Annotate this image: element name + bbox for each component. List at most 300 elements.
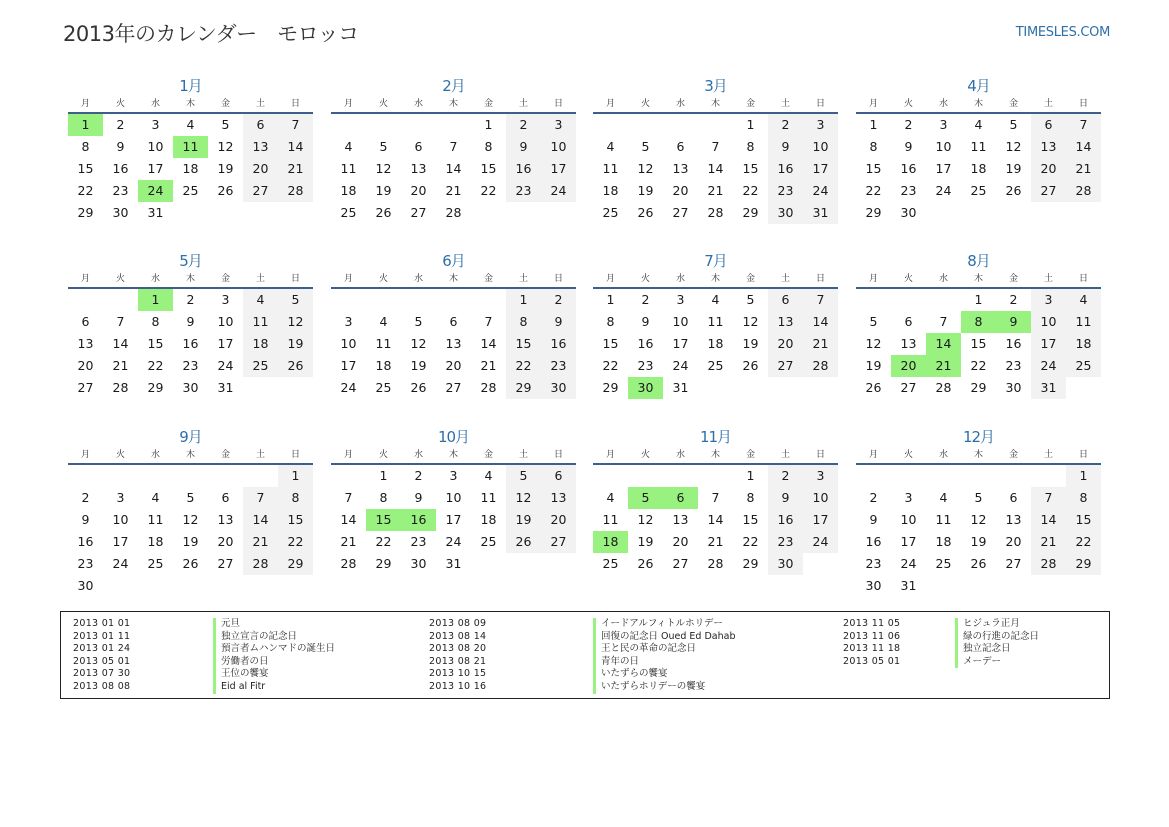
weekday-header bbox=[331, 272, 576, 289]
weekday-header bbox=[68, 272, 313, 289]
day-cell: 26 bbox=[637, 556, 654, 571]
day-cell: 30 bbox=[541, 377, 576, 399]
day-grid bbox=[593, 289, 838, 399]
day-cell: 29 bbox=[970, 380, 987, 395]
day-cell: 7 bbox=[116, 314, 125, 329]
day-cell: 22 bbox=[1066, 531, 1101, 553]
day-cell: 8 bbox=[746, 139, 755, 154]
holiday-date: 2013 08 08 bbox=[73, 681, 131, 692]
weekday-label: 木 bbox=[185, 450, 195, 460]
day-grid bbox=[856, 289, 1101, 399]
day-cell: 14 bbox=[1031, 509, 1066, 531]
day-cell: 31 bbox=[1031, 377, 1066, 399]
day-cell: 26 bbox=[1005, 183, 1022, 198]
day-cell: 27 bbox=[768, 355, 803, 377]
day-cell: 10 bbox=[803, 136, 838, 158]
day-cell: 1 bbox=[746, 468, 755, 483]
empty-cell bbox=[1031, 465, 1066, 487]
month-name: 2月 bbox=[442, 77, 465, 95]
day-cell: 3 bbox=[676, 292, 685, 307]
day-cell: 4 bbox=[939, 490, 948, 505]
weekday-label: 日 bbox=[290, 450, 300, 460]
weekday-header bbox=[68, 97, 313, 114]
holiday-date: 2013 01 24 bbox=[73, 643, 131, 655]
day-cell: 17 bbox=[672, 336, 689, 351]
day-cell: 2 bbox=[768, 465, 803, 487]
day-cell: 10 bbox=[541, 136, 576, 158]
day-cell: 1 bbox=[278, 465, 313, 487]
day-cell: 15 bbox=[742, 512, 759, 527]
day-cell: 5 bbox=[506, 465, 541, 487]
day-cell: 7 bbox=[711, 490, 720, 505]
day-cell: 13 bbox=[410, 161, 427, 176]
day-grid bbox=[68, 114, 313, 224]
holiday-day-cell: 9 bbox=[996, 311, 1031, 333]
day-cell: 15 bbox=[970, 336, 987, 351]
day-cell: 31 bbox=[900, 578, 917, 593]
day-cell: 17 bbox=[340, 358, 357, 373]
weekday-label: 日 bbox=[815, 99, 825, 109]
day-cell: 2 bbox=[904, 117, 913, 132]
day-cell: 3 bbox=[1031, 289, 1066, 311]
day-cell: 25 bbox=[340, 205, 357, 220]
weekday-label: 月 bbox=[343, 99, 353, 109]
day-cell: 17 bbox=[803, 509, 838, 531]
day-cell: 26 bbox=[865, 380, 882, 395]
weekday-label: 火 bbox=[115, 450, 125, 460]
weekday-label: 月 bbox=[868, 274, 878, 284]
day-cell: 2 bbox=[1009, 292, 1018, 307]
empty-cell bbox=[628, 114, 663, 136]
day-cell: 28 bbox=[803, 355, 838, 377]
day-cell: 1 bbox=[746, 117, 755, 132]
day-cell: 7 bbox=[484, 314, 493, 329]
day-cell: 11 bbox=[340, 161, 357, 176]
day-cell: 11 bbox=[602, 512, 619, 527]
day-cell: 12 bbox=[637, 161, 654, 176]
day-cell: 25 bbox=[147, 556, 164, 571]
holiday-name: いたずらホリデーの饗宴 bbox=[593, 681, 705, 694]
weekday-label: 水 bbox=[150, 99, 160, 109]
day-cell: 13 bbox=[541, 487, 576, 509]
day-grid bbox=[331, 114, 576, 224]
empty-cell bbox=[138, 465, 173, 487]
weekday-header bbox=[856, 272, 1101, 289]
day-cell: 22 bbox=[865, 183, 882, 198]
day-cell: 9 bbox=[186, 314, 195, 329]
holiday-date: 2013 01 11 bbox=[73, 630, 131, 642]
day-cell: 23 bbox=[182, 358, 199, 373]
day-cell: 7 bbox=[803, 289, 838, 311]
holiday-day-cell: 1 bbox=[68, 114, 103, 136]
day-cell: 3 bbox=[116, 490, 125, 505]
day-cell: 4 bbox=[379, 314, 388, 329]
holiday-date: 2013 08 14 bbox=[429, 630, 487, 642]
day-cell: 5 bbox=[379, 139, 388, 154]
holiday-day-cell: 11 bbox=[173, 136, 208, 158]
weekday-label: 金 bbox=[483, 99, 493, 109]
day-cell: 9 bbox=[81, 512, 90, 527]
day-cell: 14 bbox=[445, 161, 462, 176]
empty-cell bbox=[961, 465, 996, 487]
day-cell: 20 bbox=[1031, 158, 1066, 180]
weekday-label: 日 bbox=[1078, 99, 1088, 109]
empty-cell bbox=[331, 465, 366, 487]
day-cell: 15 bbox=[506, 333, 541, 355]
day-cell: 6 bbox=[904, 314, 913, 329]
day-cell: 19 bbox=[217, 161, 234, 176]
holiday-name: メーデー bbox=[955, 656, 1001, 669]
day-cell: 5 bbox=[221, 117, 230, 132]
day-cell: 10 bbox=[935, 139, 952, 154]
day-cell: 22 bbox=[480, 183, 497, 198]
day-cell: 10 bbox=[340, 336, 357, 351]
weekday-label: 月 bbox=[80, 99, 90, 109]
day-cell: 23 bbox=[637, 358, 654, 373]
weekday-label: 火 bbox=[115, 99, 125, 109]
day-cell: 17 bbox=[112, 534, 129, 549]
day-cell: 28 bbox=[480, 380, 497, 395]
weekday-label: 土 bbox=[255, 99, 265, 109]
day-cell: 24 bbox=[803, 180, 838, 202]
day-cell: 24 bbox=[340, 380, 357, 395]
day-cell: 19 bbox=[637, 534, 654, 549]
weekday-label: 金 bbox=[220, 450, 230, 460]
day-grid bbox=[856, 114, 1101, 224]
day-cell: 10 bbox=[803, 487, 838, 509]
day-cell: 29 bbox=[742, 205, 759, 220]
day-cell: 15 bbox=[147, 336, 164, 351]
weekday-label: 木 bbox=[710, 450, 720, 460]
holiday-date: 2013 08 20 bbox=[429, 643, 487, 655]
empty-cell bbox=[331, 289, 366, 311]
day-cell: 15 bbox=[742, 161, 759, 176]
weekday-label: 水 bbox=[938, 99, 948, 109]
weekday-label: 金 bbox=[483, 274, 493, 284]
holiday-legend bbox=[60, 611, 1110, 699]
weekday-label: 水 bbox=[413, 450, 423, 460]
day-cell: 8 bbox=[606, 314, 615, 329]
day-cell: 29 bbox=[77, 205, 94, 220]
day-cell: 18 bbox=[602, 183, 619, 198]
holiday-name: 労働者の日 bbox=[213, 656, 269, 669]
day-cell: 16 bbox=[541, 333, 576, 355]
weekday-label: 水 bbox=[413, 274, 423, 284]
day-cell: 1 bbox=[379, 468, 388, 483]
day-cell: 9 bbox=[506, 136, 541, 158]
day-cell: 5 bbox=[186, 490, 195, 505]
page-title: 2013年のカレンダー モロッコ bbox=[63, 22, 359, 46]
day-cell: 26 bbox=[970, 556, 987, 571]
holiday-date: 2013 05 01 bbox=[843, 655, 901, 667]
day-cell: 30 bbox=[865, 578, 882, 593]
day-cell: 23 bbox=[1005, 358, 1022, 373]
day-cell: 5 bbox=[1009, 117, 1018, 132]
weekday-label: 木 bbox=[448, 450, 458, 460]
day-cell: 19 bbox=[1005, 161, 1022, 176]
day-cell: 5 bbox=[746, 292, 755, 307]
day-cell: 27 bbox=[217, 556, 234, 571]
day-cell: 18 bbox=[243, 333, 278, 355]
day-cell: 16 bbox=[1005, 336, 1022, 351]
day-cell: 14 bbox=[278, 136, 313, 158]
day-cell: 16 bbox=[112, 161, 129, 176]
month-name: 10月 bbox=[437, 428, 470, 446]
empty-cell bbox=[663, 114, 698, 136]
day-cell: 10 bbox=[445, 490, 462, 505]
weekday-label: 金 bbox=[220, 274, 230, 284]
holiday-name: 元旦 bbox=[213, 618, 240, 631]
empty-cell bbox=[926, 289, 961, 311]
day-cell: 26 bbox=[742, 358, 759, 373]
holiday-name: 王と民の革命の記念日 bbox=[593, 643, 696, 656]
month-name: 5月 bbox=[179, 252, 202, 270]
day-grid bbox=[593, 114, 838, 224]
weekday-label: 月 bbox=[343, 450, 353, 460]
day-cell: 8 bbox=[379, 490, 388, 505]
weekday-label: 土 bbox=[780, 274, 790, 284]
day-cell: 23 bbox=[865, 556, 882, 571]
day-cell: 29 bbox=[278, 553, 313, 575]
weekday-label: 木 bbox=[185, 99, 195, 109]
day-cell: 5 bbox=[414, 314, 423, 329]
day-cell: 24 bbox=[900, 556, 917, 571]
weekday-label: 水 bbox=[675, 450, 685, 460]
day-cell: 24 bbox=[112, 556, 129, 571]
brand-logo[interactable]: TIMESLES.COM bbox=[1015, 25, 1110, 40]
day-cell: 8 bbox=[151, 314, 160, 329]
day-cell: 13 bbox=[243, 136, 278, 158]
weekday-label: 水 bbox=[675, 99, 685, 109]
weekday-label: 月 bbox=[605, 450, 615, 460]
day-cell: 31 bbox=[803, 202, 838, 224]
empty-cell bbox=[68, 289, 103, 311]
holiday-date: 2013 11 05 bbox=[843, 618, 901, 629]
weekday-label: 土 bbox=[255, 450, 265, 460]
day-cell: 7 bbox=[1031, 487, 1066, 509]
day-cell: 13 bbox=[445, 336, 462, 351]
day-cell: 2 bbox=[186, 292, 195, 307]
day-cell: 3 bbox=[541, 114, 576, 136]
day-cell: 25 bbox=[243, 355, 278, 377]
day-cell: 7 bbox=[344, 490, 353, 505]
day-cell: 7 bbox=[1066, 114, 1101, 136]
month-7 bbox=[593, 250, 838, 399]
empty-cell bbox=[593, 465, 628, 487]
day-cell: 3 bbox=[344, 314, 353, 329]
day-cell: 18 bbox=[480, 512, 497, 527]
day-cell: 31 bbox=[672, 380, 689, 395]
day-grid bbox=[331, 289, 576, 399]
day-cell: 25 bbox=[480, 534, 497, 549]
day-cell: 20 bbox=[672, 183, 689, 198]
weekday-label: 水 bbox=[413, 99, 423, 109]
day-cell: 27 bbox=[672, 205, 689, 220]
day-cell: 29 bbox=[865, 205, 882, 220]
day-cell: 17 bbox=[900, 534, 917, 549]
empty-cell bbox=[331, 114, 366, 136]
weekday-label: 水 bbox=[938, 274, 948, 284]
day-cell: 16 bbox=[768, 509, 803, 531]
holiday-day-cell: 6 bbox=[663, 487, 698, 509]
day-cell: 16 bbox=[77, 534, 94, 549]
empty-cell bbox=[103, 465, 138, 487]
holiday-date: 2013 08 21 bbox=[429, 655, 487, 667]
day-cell: 3 bbox=[221, 292, 230, 307]
empty-cell bbox=[698, 114, 733, 136]
day-cell: 9 bbox=[541, 311, 576, 333]
holiday-date: 2013 07 30 bbox=[73, 668, 131, 680]
day-cell: 30 bbox=[768, 202, 803, 224]
weekday-label: 土 bbox=[1043, 274, 1053, 284]
day-cell: 7 bbox=[449, 139, 458, 154]
day-cell: 18 bbox=[1066, 333, 1101, 355]
day-cell: 8 bbox=[1066, 487, 1101, 509]
holiday-day-cell: 18 bbox=[593, 531, 628, 553]
holiday-day-cell: 1 bbox=[138, 289, 173, 311]
month-name: 1月 bbox=[179, 77, 202, 95]
day-cell: 11 bbox=[935, 512, 952, 527]
day-cell: 15 bbox=[77, 161, 94, 176]
holiday-date: 2013 01 01 bbox=[73, 618, 131, 629]
day-cell: 28 bbox=[340, 556, 357, 571]
month-1 bbox=[68, 75, 313, 224]
holiday-name: 預言者ムハンマドの誕生日 bbox=[213, 643, 335, 656]
day-cell: 7 bbox=[243, 487, 278, 509]
empty-cell bbox=[68, 465, 103, 487]
day-cell: 14 bbox=[707, 512, 724, 527]
holiday-date: 2013 10 16 bbox=[429, 681, 487, 692]
day-cell: 8 bbox=[278, 487, 313, 509]
weekday-label: 日 bbox=[815, 274, 825, 284]
day-cell: 14 bbox=[243, 509, 278, 531]
day-cell: 7 bbox=[939, 314, 948, 329]
day-cell: 25 bbox=[182, 183, 199, 198]
day-cell: 2 bbox=[414, 468, 423, 483]
day-cell: 26 bbox=[375, 205, 392, 220]
weekday-label: 火 bbox=[640, 99, 650, 109]
day-cell: 2 bbox=[116, 117, 125, 132]
day-cell: 10 bbox=[147, 139, 164, 154]
day-cell: 26 bbox=[637, 205, 654, 220]
day-cell: 21 bbox=[340, 534, 357, 549]
day-cell: 28 bbox=[707, 556, 724, 571]
day-cell: 23 bbox=[410, 534, 427, 549]
day-cell: 12 bbox=[182, 512, 199, 527]
day-cell: 12 bbox=[410, 336, 427, 351]
day-cell: 29 bbox=[1066, 553, 1101, 575]
weekday-label: 日 bbox=[1078, 274, 1088, 284]
day-cell: 28 bbox=[243, 553, 278, 575]
weekday-label: 日 bbox=[290, 274, 300, 284]
holiday-name: 緑の行進の記念日 bbox=[955, 631, 1039, 644]
day-cell: 9 bbox=[116, 139, 125, 154]
day-cell: 9 bbox=[414, 490, 423, 505]
day-cell: 14 bbox=[1066, 136, 1101, 158]
day-cell: 11 bbox=[375, 336, 392, 351]
day-cell: 9 bbox=[641, 314, 650, 329]
day-cell: 21 bbox=[243, 531, 278, 553]
day-cell: 25 bbox=[1066, 355, 1101, 377]
day-cell: 1 bbox=[974, 292, 983, 307]
day-cell: 24 bbox=[217, 358, 234, 373]
weekday-label: 日 bbox=[1078, 450, 1088, 460]
day-grid bbox=[68, 465, 313, 597]
day-cell: 19 bbox=[637, 183, 654, 198]
empty-cell bbox=[996, 465, 1031, 487]
day-cell: 17 bbox=[541, 158, 576, 180]
empty-cell bbox=[208, 465, 243, 487]
day-cell: 16 bbox=[182, 336, 199, 351]
day-cell: 18 bbox=[970, 161, 987, 176]
day-cell: 23 bbox=[112, 183, 129, 198]
day-cell: 16 bbox=[865, 534, 882, 549]
month-name: 12月 bbox=[962, 428, 995, 446]
weekday-label: 月 bbox=[605, 99, 615, 109]
day-cell: 6 bbox=[1031, 114, 1066, 136]
day-cell: 28 bbox=[278, 180, 313, 202]
empty-cell bbox=[103, 289, 138, 311]
weekday-header bbox=[593, 272, 838, 289]
weekday-header bbox=[331, 97, 576, 114]
weekday-label: 火 bbox=[378, 450, 388, 460]
day-cell: 29 bbox=[506, 377, 541, 399]
day-cell: 19 bbox=[506, 509, 541, 531]
weekday-label: 火 bbox=[903, 274, 913, 284]
day-cell: 18 bbox=[182, 161, 199, 176]
day-cell: 15 bbox=[865, 161, 882, 176]
weekday-label: 金 bbox=[220, 99, 230, 109]
month-4 bbox=[856, 75, 1101, 224]
empty-cell bbox=[173, 465, 208, 487]
day-cell: 5 bbox=[278, 289, 313, 311]
day-cell: 22 bbox=[970, 358, 987, 373]
day-cell: 19 bbox=[865, 358, 882, 373]
day-cell: 30 bbox=[410, 556, 427, 571]
empty-cell bbox=[593, 114, 628, 136]
holiday-day-cell: 21 bbox=[926, 355, 961, 377]
day-cell: 1 bbox=[506, 289, 541, 311]
day-cell: 22 bbox=[506, 355, 541, 377]
day-cell: 30 bbox=[112, 205, 129, 220]
weekday-label: 月 bbox=[80, 274, 90, 284]
day-cell: 26 bbox=[506, 531, 541, 553]
day-cell: 17 bbox=[803, 158, 838, 180]
day-cell: 22 bbox=[375, 534, 392, 549]
weekday-label: 土 bbox=[780, 99, 790, 109]
day-cell: 19 bbox=[182, 534, 199, 549]
day-cell: 6 bbox=[449, 314, 458, 329]
day-cell: 21 bbox=[1066, 158, 1101, 180]
day-cell: 24 bbox=[1031, 355, 1066, 377]
day-cell: 6 bbox=[768, 289, 803, 311]
weekday-label: 火 bbox=[115, 274, 125, 284]
month-2 bbox=[331, 75, 576, 224]
day-cell: 12 bbox=[506, 487, 541, 509]
day-cell: 28 bbox=[112, 380, 129, 395]
day-cell: 21 bbox=[445, 183, 462, 198]
day-cell: 29 bbox=[602, 380, 619, 395]
day-cell: 16 bbox=[900, 161, 917, 176]
day-cell: 6 bbox=[221, 490, 230, 505]
day-cell: 11 bbox=[970, 139, 987, 154]
weekday-label: 土 bbox=[255, 274, 265, 284]
empty-cell bbox=[243, 465, 278, 487]
weekday-label: 日 bbox=[553, 274, 563, 284]
day-cell: 30 bbox=[768, 553, 803, 575]
empty-cell bbox=[891, 465, 926, 487]
day-cell: 13 bbox=[672, 161, 689, 176]
